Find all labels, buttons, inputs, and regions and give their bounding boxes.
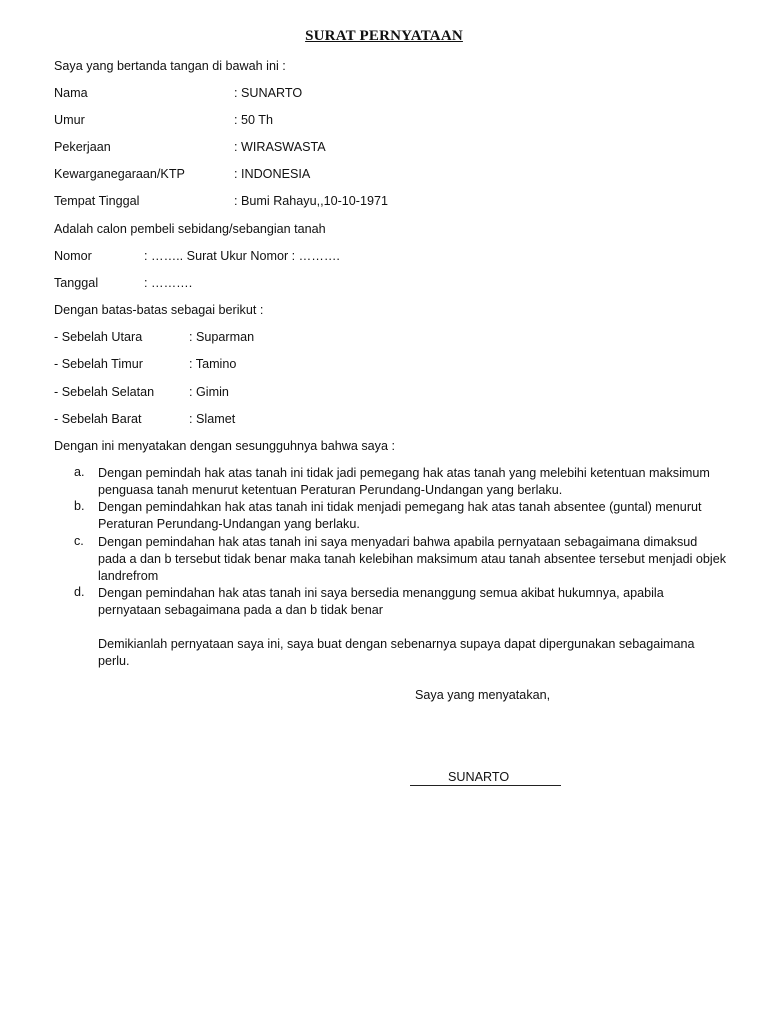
statement-letter: b. xyxy=(74,499,85,513)
statement-letter: c. xyxy=(74,534,84,548)
document-title: SURAT PERNYATAAN xyxy=(305,28,463,44)
land-intro-text: Adalah calon pembeli sebidang/sebangian tanah xyxy=(54,222,326,236)
field-value-tempat-tinggal: : Bumi Rahayu,,10-10-1971 xyxy=(234,194,389,208)
border-label-utara: - Sebelah Utara xyxy=(54,330,143,344)
field-label-tempat-tinggal: Tempat Tinggal xyxy=(54,194,140,208)
field-label-umur: Umur xyxy=(54,113,85,127)
statement-text: Dengan pemindahkan hak atas tanah ini tidak menjadi pemegang hak atas tanah absentee (guntal) menurut Peraturan Perundang-Undangan yang berlaku. xyxy=(98,500,702,531)
field-value-umur: : 50 Th xyxy=(234,113,273,127)
field-value-nomor: : …….. Surat Ukur Nomor : ………. xyxy=(144,249,340,263)
field-value-pekerjaan: : WIRASWASTA xyxy=(234,140,326,154)
field-value-tanggal: : ………. xyxy=(144,276,193,290)
border-value-utara: : Suparman xyxy=(189,330,255,344)
field-label-nama: Nama xyxy=(54,86,88,100)
field-label-pekerjaan: Pekerjaan xyxy=(54,140,111,154)
border-value-timur: : Tamino xyxy=(189,357,237,371)
signature-name-line xyxy=(410,770,561,786)
borders-intro-text: Dengan batas-batas sebagai berikut : xyxy=(54,303,264,317)
statement-text: Dengan pemindahan hak atas tanah ini saya bersedia menanggung semua akibat hukumnya, apabila pernyataan sebagaimana pada a dan b tidak benar xyxy=(98,586,664,617)
field-value-kewarganegaraan: : INDONESIA xyxy=(234,167,311,181)
field-label-tanggal: Tanggal xyxy=(54,276,99,290)
border-value-selatan: : Gimin xyxy=(189,385,229,399)
field-label-kewarganegaraan: Kewarganegaraan/KTP xyxy=(54,167,185,181)
border-label-barat: - Sebelah Barat xyxy=(54,412,142,426)
border-value-barat: : Slamet xyxy=(189,412,236,426)
border-label-timur: - Sebelah Timur xyxy=(54,357,143,371)
field-value-nama: : SUNARTO xyxy=(234,86,303,100)
statement-letter: d. xyxy=(74,585,85,599)
statement-text: Dengan pemindah hak atas tanah ini tidak jadi pemegang hak atas tanah yang melebihi ketentuan maksimum penguasa tanah menurut ketentuan Peraturan Perundang-Undangan yang berlaku. xyxy=(98,466,710,497)
statement-intro-text: Dengan ini menyatakan dengan sesungguhnya bahwa saya : xyxy=(54,439,395,453)
intro-text: Saya yang bertanda tangan di bawah ini : xyxy=(54,59,286,73)
statement-letter: a. xyxy=(74,465,85,479)
field-label-nomor: Nomor xyxy=(54,249,92,263)
signature-caption: Saya yang menyatakan, xyxy=(415,688,551,702)
border-label-selatan: - Sebelah Selatan xyxy=(54,385,155,399)
signature-name: SUNARTO xyxy=(448,770,510,784)
closing-paragraph: Demikianlah pernyataan saya ini, saya buat dengan sebenarnya supaya dapat dipergunakan sebagaimana perlu. xyxy=(98,637,695,668)
statement-text: Dengan pemindahan hak atas tanah ini saya menyadari bahwa apabila pernyataan sebagaimana dimaksud pada a dan b tersebut tidak benar maka tanah kelebihan maksimum atau tanah absentee tersebut menjadi objek landrefrom xyxy=(98,535,726,583)
